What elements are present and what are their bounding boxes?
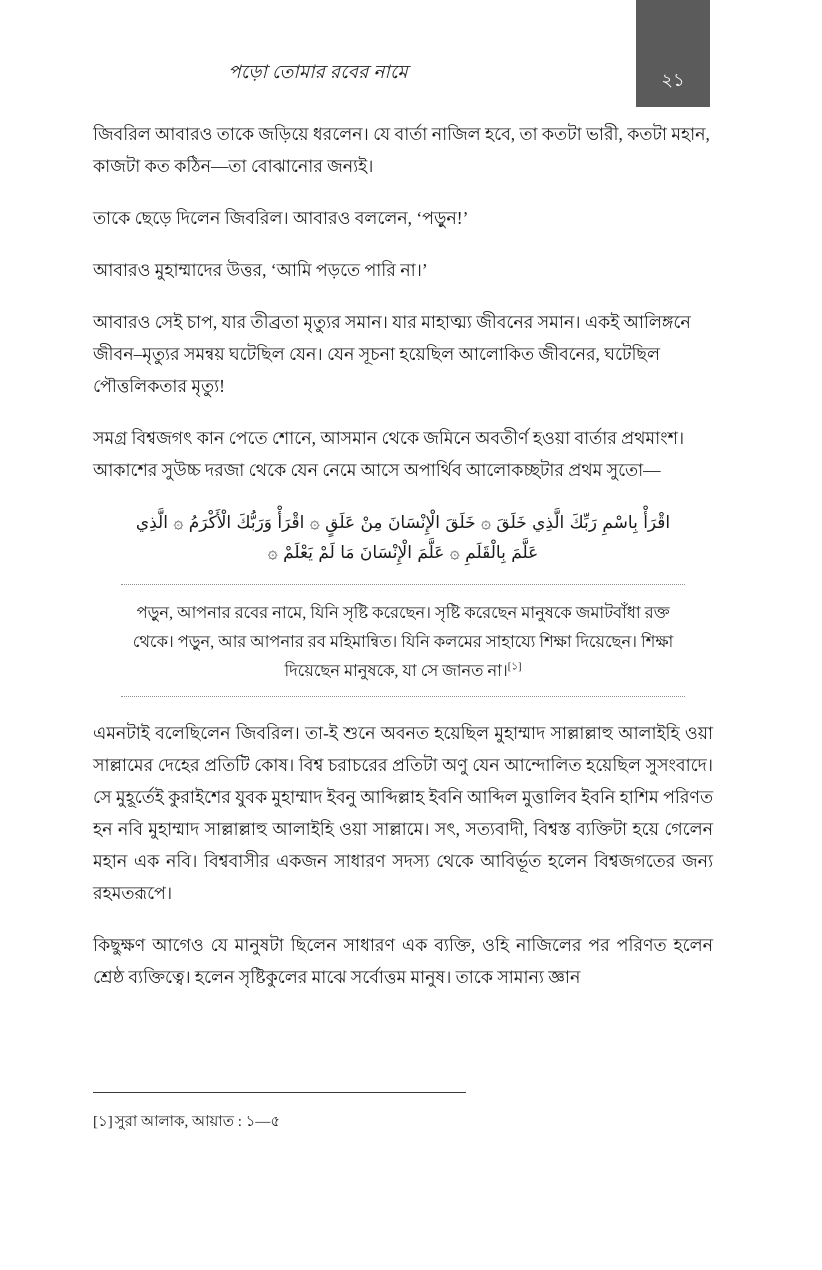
footnote-area bbox=[93, 1092, 713, 1133]
verse-translation-text: পড়ুন, আপনার রবের নামে, যিনি সৃষ্টি করেছেন। সৃষ্টি করেছেন মানুষকে জমাটবাঁধা রক্ত থেকে। পড়ুন, আর আপনার রব মহিমান্বিত। যিনি কলমের সাহায্যে শিক্ষা দিয়েছেন। শিক্ষা দিয়েছেন মানুষকে, যা সে জানত না। bbox=[132, 603, 674, 680]
page-header bbox=[0, 0, 822, 112]
paragraph: আবারও সেই চাপ, যার তীব্রতা মৃত্যুর সমান। যার মাহাত্ম্য জীবনের সমান। একই আলিঙ্গনে জীবন–মৃত্যুর সমন্বয় ঘটেছিল যেন। যেন সূচনা হয়েছিল আলোকিত জীবনের, ঘটেছিল পৌত্তলিকতার মৃত্যু! bbox=[93, 312, 691, 396]
verse-translation bbox=[121, 585, 685, 696]
paragraph: জিবরিল আবারও তাকে জড়িয়ে ধরলেন। যে বার্তা নাজিল হবে, তা কতটা ভারী, কতটা মহান, কাজটা কত কঠিন—তা বোঝানোর জন্যই। bbox=[93, 124, 710, 176]
paragraph: সমগ্র বিশ্বজগৎ কান পেতে শোনে, আসমান থেকে জমিনে অবতীর্ণ হওয়া বার্তার প্রথমাংশ। আকাশের সুউচ্চ দরজা থেকে যেন নেমে আসে অপার্থিব আলোকচ্ছটার প্রথম সুতো— bbox=[93, 428, 685, 480]
dotted-divider-bottom bbox=[121, 696, 685, 697]
paragraph: কিছুক্ষণ আগেও যে মানুষটা ছিলেন সাধারণ এক ব্যক্তি, ওহি নাজিলের পর পরিণত হলেন শ্রেষ্ঠ ব্যক্তিত্বে। হলেন সৃষ্টিকুলের মাঝে সর্বোত্তম মানুষ। তাকে সামান্য জ্ঞান bbox=[93, 935, 713, 987]
text-column bbox=[93, 118, 713, 993]
quran-quote-block bbox=[93, 508, 713, 697]
running-head-title: পড়ো তোমার রবের নামে bbox=[228, 63, 408, 83]
footnote-entry bbox=[93, 1111, 713, 1133]
page-number: ২১ bbox=[661, 70, 685, 90]
footnote-separator-rule bbox=[93, 1092, 466, 1093]
folio-box bbox=[636, 0, 710, 107]
footnote-reference-marker: [১] bbox=[507, 661, 522, 673]
paragraph: এমনটাই বলেছিলেন জিবরিল। তা-ই শুনে অবনত হয়েছিল মুহাম্মাদ সাল্লাল্লাহু আলাইহি ওয়া সাল্লামের দেহের প্রতিটি কোষ। বিশ্ব চরাচরের প্রতিটা অণু যেন আন্দোলিত হয়েছিল সুসংবাদে। সে মুহূর্তেই কুরাইশের যুবক মুহাম্মাদ ইবনু আব্দিল্লাহ ইবনি আব্দিল মুত্তালিব ইবনি হাশিম পরিণত হন নবি মুহাম্মাদ সাল্লাল্লাহু আলাইহি ওয়া সাল্লামে। সৎ, সত্যবাদী, বিশ্বস্ত ব্যক্তিটা হয়ে গেলেন মহান এক নবি। বিশ্ববাসীর একজন সাধারণ সদস্য থেকে আবির্ভূত হলেন বিশ্বজগতের জন্য রহমতরূপে। bbox=[93, 723, 713, 903]
paragraph: তাকে ছেড়ে দিলেন জিবরিল। আবারও বললেন, ‘পড়ুন!’ bbox=[93, 208, 469, 228]
footnote-marker: [১] bbox=[93, 1114, 113, 1130]
paragraph: আবারও মুহাম্মাদের উত্তর, ‘আমি পড়তে পারি না।’ bbox=[93, 260, 428, 280]
footnote-source-text: সুরা আলাক, আয়াত : ১—৫ bbox=[114, 1114, 281, 1130]
arabic-verse-text: اقْرَأْ بِاسْمِ رَبِّكَ الَّذِي خَلَقَ ۞ خَلَقَ الْإِنْسَانَ مِنْ عَلَقٍ ۞ اقْرَأْ وَرَبُّكَ الْأَكْرَمُ ۞ الَّذِي عَلَّمَ بِالْقَلَمِ ۞ عَلَّمَ الْإِنْسَانَ مَا لَمْ يَعْلَمْ ۞ bbox=[135, 513, 671, 563]
